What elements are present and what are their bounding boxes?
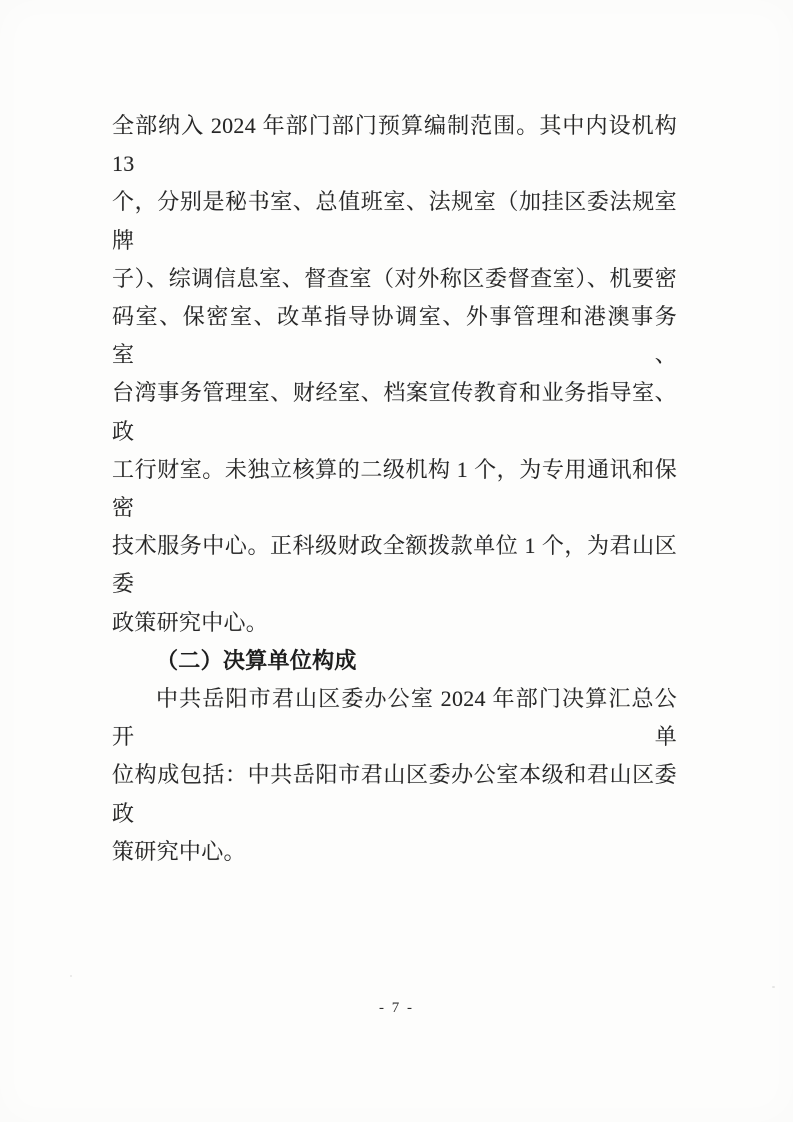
text-line: 码室、保密室、改革指导协调室、外事管理和港澳事务室、 (112, 304, 677, 368)
document-body (112, 107, 677, 871)
page-number: - 7 - (379, 1000, 414, 1016)
text-line: 台湾事务管理室、财经室、档案宣传教育和业务指导室、政 (112, 380, 677, 444)
text-line: 技术服务中心。正科级财政全额拨款单位 1 个，为君山区委 (112, 533, 677, 597)
text-line: 位构成包括：中共岳阳市君山区委办公室本级和君山区委政 (112, 762, 677, 826)
text-line: 个，分别是秘书室、总值班室、法规室（加挂区委法规室牌 (112, 189, 677, 253)
text-line: 工行财室。未独立核算的二级机构 1 个，为专用通讯和保密 (112, 456, 677, 521)
text-line: 中共岳阳市君山区委办公室 2024 年部门决算汇总公开单 (112, 686, 677, 750)
text-line: 政策研究中心。 (112, 609, 269, 635)
section-heading: （二）决算单位构成 (156, 647, 357, 673)
text-line: 子）、综调信息室、督查室（对外称区委督查室）、机要密 (112, 265, 677, 291)
text-line: 全部纳入 2024 年部门部门预算编制范围。其中内设机构 13 (112, 113, 677, 177)
text-line: 策研究中心。 (112, 838, 246, 864)
scan-speck (772, 986, 775, 988)
page-footer (0, 999, 793, 1017)
scan-speck (70, 975, 72, 977)
